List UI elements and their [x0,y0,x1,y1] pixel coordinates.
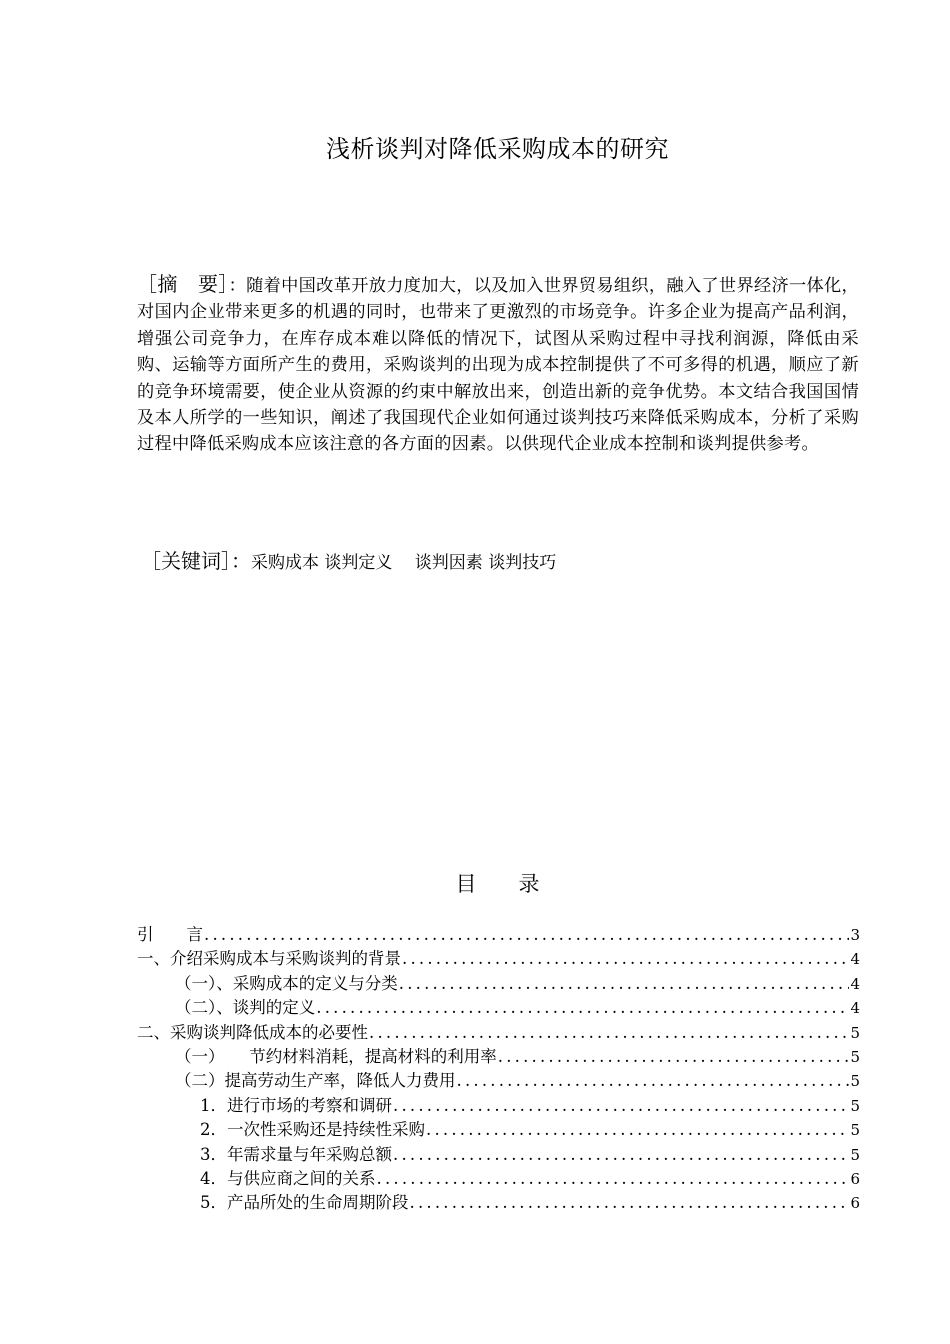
toc-entry-text: （一） 节约材料消耗，提高材料的利用率 [175,1046,497,1066]
abstract [137,271,859,458]
toc-leader-dots [393,1143,849,1167]
toc-leader-dots [377,1167,850,1191]
keywords-text: 采购成本 谈判定义 谈判因素 谈判技巧 [251,553,557,573]
toc-leader-dots [399,972,850,996]
toc-leader-dots [316,996,849,1020]
toc-entry [137,1069,860,1093]
toc-entry-page: 6 [850,1194,860,1213]
toc-entry-text: （一）、采购成本的定义与分类 [175,973,398,993]
table-of-contents [137,923,860,1216]
toc-entry-text: 2．一次性采购还是持续性采购 [200,1120,425,1140]
toc-leader-dots [369,1021,849,1045]
toc-entry-text: 3．年需求量与年采购总额 [200,1144,392,1164]
toc-entry-page: 3 [850,926,860,944]
toc-entry [137,947,860,971]
toc-entry-text: （二）、谈判的定义 [175,998,316,1018]
toc-entry-text: 1．进行市场的考察和调研 [200,1095,392,1115]
toc-entry-text: 一、介绍采购成本与采购谈判的背景 [137,949,401,969]
toc-leader-dots [457,1069,850,1093]
toc-leader-dots [498,1045,850,1069]
toc-entry-page: 5 [850,1047,860,1066]
toc-entry-page: 5 [850,1096,860,1115]
toc-entry-text: 二、采购谈判降低成本的必要性 [137,1022,368,1042]
toc-leader-dots [402,947,849,971]
toc-entry-page: 5 [850,1121,860,1140]
toc-entry [137,1021,860,1045]
toc-entry-page: 5 [850,1023,860,1042]
abstract-label: ［摘 要］ [137,272,229,296]
toc-leader-dots [410,1191,850,1215]
keywords-label: ［关键词］： [141,549,251,573]
toc-leader-dots [393,1094,849,1118]
toc-leader-dots [426,1118,849,1142]
toc-entry-page: 6 [850,1169,860,1188]
toc-entry [137,1118,860,1142]
toc-entry [137,996,860,1020]
toc-entry-page: 5 [850,1145,860,1164]
toc-entry [137,1191,860,1215]
toc-entry-page: 4 [850,950,860,969]
toc-entry [137,1094,860,1118]
toc-entry-text: 5．产品所处的生命周期阶段 [200,1193,409,1213]
toc-entry-page: 5 [850,1072,860,1091]
toc-entry-text: 4．与供应商之间的关系 [200,1168,376,1188]
toc-entry [137,923,860,947]
toc-entry [137,1167,860,1191]
toc-entry [137,1143,860,1167]
document-title: 浅析谈判对降低采购成本的研究 [326,135,669,163]
toc-entry-page: 4 [850,974,860,993]
toc-entry-text: 引 言 [137,925,203,944]
toc-leader-dots [204,923,849,947]
toc-title: 目 录 [455,872,540,896]
toc-entry [137,1045,860,1069]
toc-entry-page: 4 [850,999,860,1018]
keywords [141,546,556,578]
toc-entry-text: （二）提高劳动生产率，降低人力费用 [175,1071,456,1091]
toc-entry [137,972,860,996]
abstract-separator: ： [228,276,247,296]
abstract-text: 随着中国改革开放力度加大，以及加入世界贸易组织，融入了世界经济一体化，对国内企业带来更多的机遇的同时，也带来了更激烈的市场竞争。许多企业为提高产品利润，增强公司竞争力，在库存成本难以降低的情况下，试图从采购过程中寻找利润源，降低由采购、运输等方面所产生的费用，采购谈判的出现为成本控制提供了不可多得的机遇，顺应了新的竞争环境需要，使企业从资源的约束中解放出来，创造出新的竞争优势。本文结合我国国情及本人所学的一些知识，阐述了我国现代企业如何通过谈判技巧来降低采购成本，分析了采购过程中降低采购成本应该注意的各方面的因素。以供现代企业成本控制和谈判提供参考。 [137,276,859,455]
